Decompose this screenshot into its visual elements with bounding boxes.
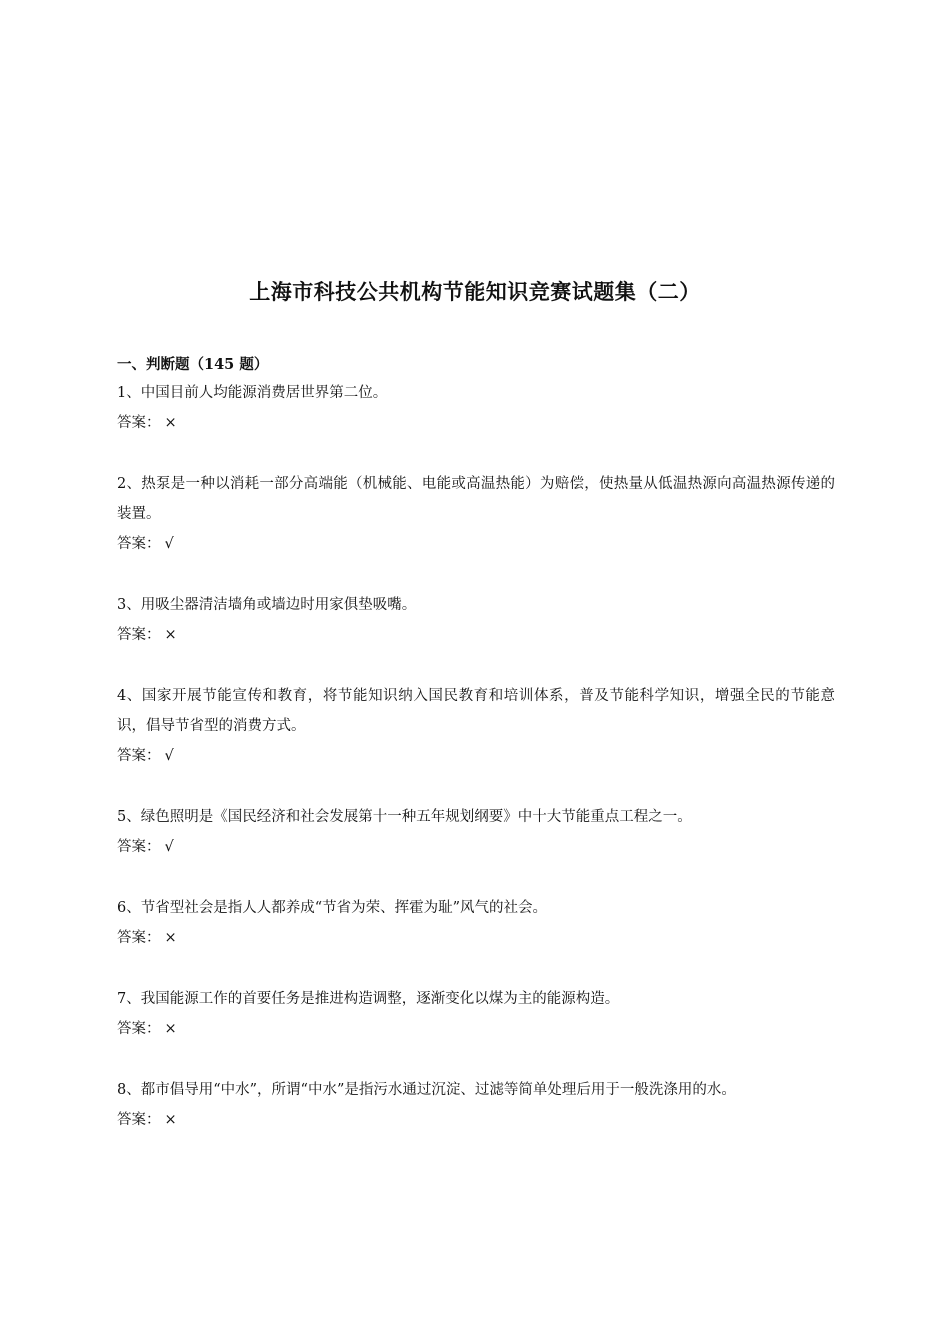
- question-text: 4、国家开展节能宣传和教育，将节能知识纳入国民教育和培训体系，普及节能科学知识，增强全民的节能意识，倡导节省型的消费方式。: [117, 688, 835, 734]
- answer-line: [117, 832, 835, 862]
- answer-value: √: [164, 748, 174, 764]
- answer-value: ×: [164, 627, 177, 643]
- answer-value: ×: [164, 415, 177, 431]
- question-text: 1、中国目前人均能源消费居世界第二位。: [117, 385, 388, 401]
- question-text: 7、我国能源工作的首要任务是推进构造调整，逐渐变化以煤为主的能源构造。: [117, 991, 620, 1007]
- answer-label: 答案：: [117, 536, 161, 552]
- question-text: 6、节省型社会是指人人都养成“节省为荣、挥霍为耻”风气的社会。: [117, 900, 548, 916]
- answer-label: 答案：: [117, 930, 161, 946]
- answer-label: 答案：: [117, 415, 161, 431]
- answer-label: 答案：: [117, 1112, 161, 1128]
- answer-label: 答案：: [117, 627, 161, 643]
- answer-label: 答案：: [117, 1021, 161, 1037]
- question-text: 2、热泵是一种以消耗一部分高端能（机械能、电能或高温热能）为赔偿，使热量从低温热源向高温热源传递的装置。: [117, 476, 835, 522]
- question-item-1: [117, 378, 835, 438]
- question-item-3: [117, 590, 835, 650]
- question-item-4: [117, 681, 835, 771]
- question-text: 8、都市倡导用“中水”，所谓“中水”是指污水通过沉淀、过滤等简单处理后用于一般洗涤用的水。: [117, 1082, 736, 1098]
- answer-value: √: [164, 839, 174, 855]
- answer-line: [117, 620, 835, 650]
- document-body: [117, 352, 835, 1166]
- question-item-7: [117, 984, 835, 1044]
- question-text: 5、绿色照明是《国民经济和社会发展第十一种五年规划纲要》中十大节能重点工程之一。: [117, 809, 692, 825]
- answer-line: [117, 1014, 835, 1044]
- question-item-8: [117, 1075, 835, 1135]
- answer-line: [117, 529, 835, 559]
- answer-line: [117, 1105, 835, 1135]
- answer-label: 答案：: [117, 748, 161, 764]
- section-heading: 一、判断题（145 题）: [117, 356, 269, 373]
- question-item-5: [117, 802, 835, 862]
- answer-label: 答案：: [117, 839, 161, 855]
- answer-line: [117, 408, 835, 438]
- answer-line: [117, 923, 835, 953]
- answer-line: [117, 741, 835, 771]
- answer-value: ×: [164, 930, 177, 946]
- question-text: 3、用吸尘器清洁墙角或墙边时用家俱垫吸嘴。: [117, 597, 417, 613]
- answer-value: ×: [164, 1112, 177, 1128]
- answer-value: ×: [164, 1021, 177, 1037]
- page-title: 上海市科技公共机构节能知识竞赛试题集（二）: [249, 279, 701, 304]
- question-item-6: [117, 893, 835, 953]
- question-item-2: [117, 469, 835, 559]
- answer-value: √: [164, 536, 174, 552]
